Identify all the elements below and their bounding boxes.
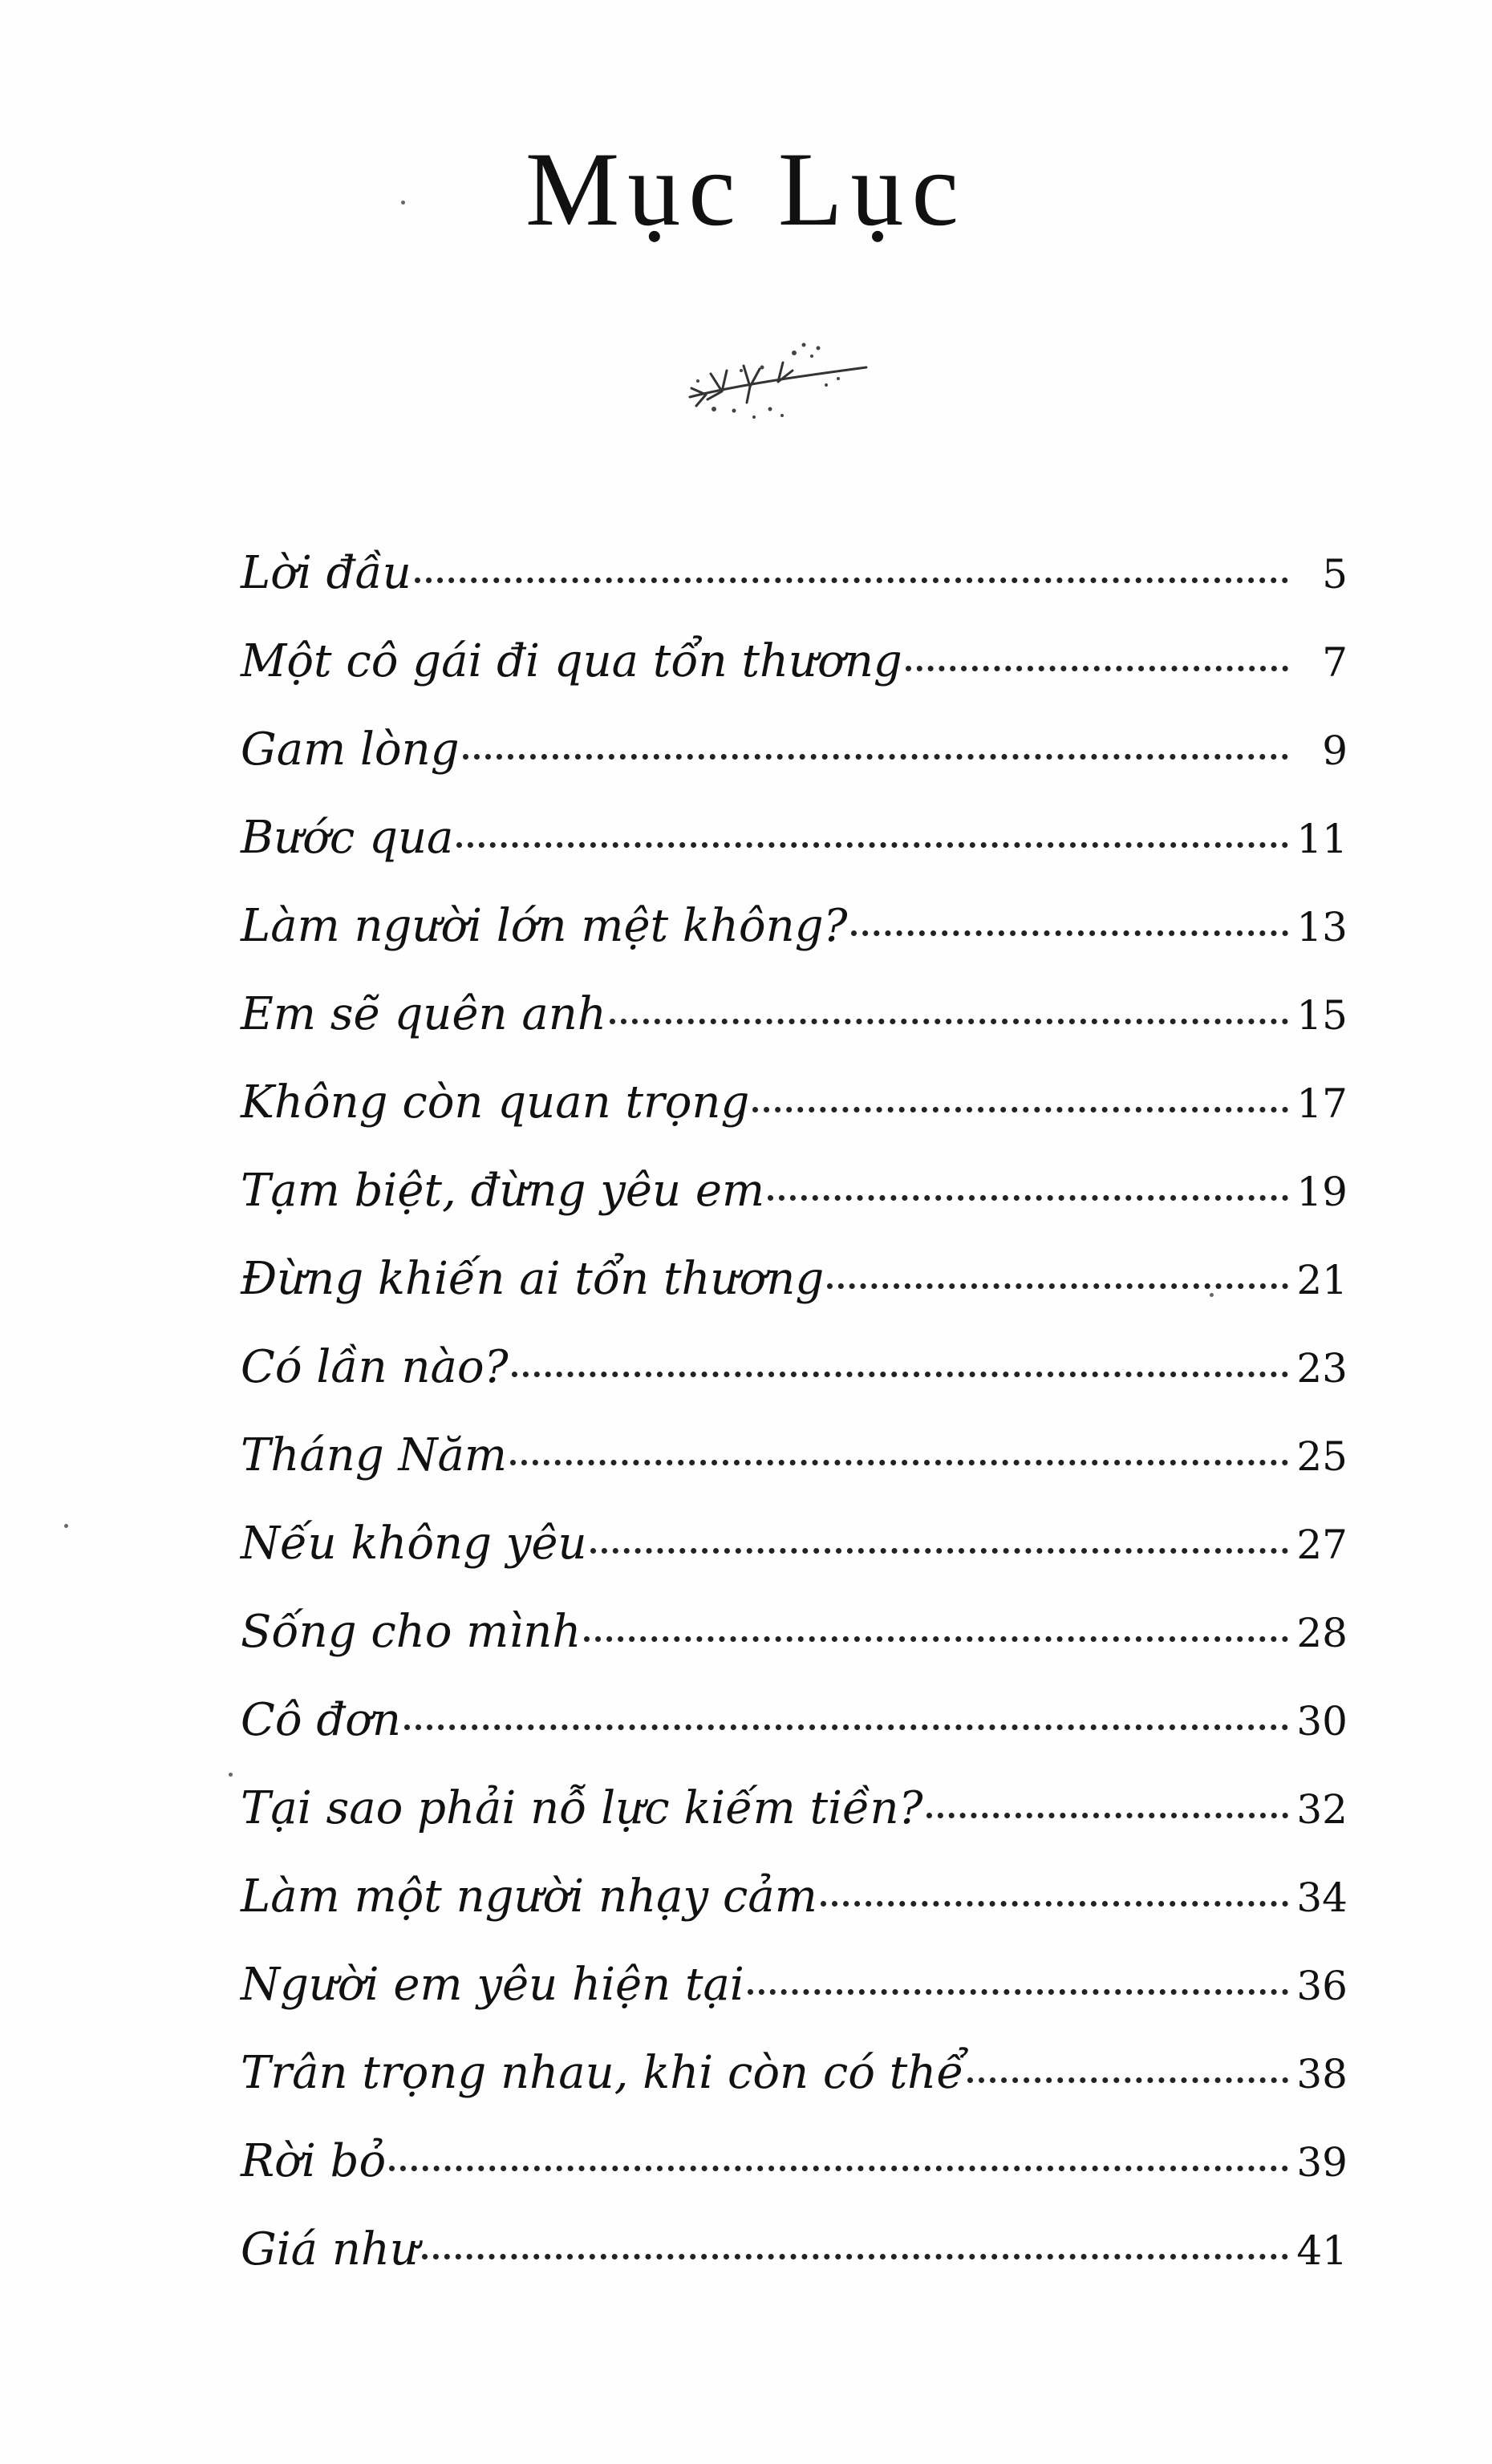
toc-entry-title: Tháng Năm	[241, 1429, 508, 1481]
toc-entry-page: 19	[1296, 1169, 1348, 1215]
toc-entry-title: Người em yêu hiện tại	[241, 1959, 744, 2011]
toc-entry-title: Đừng khiến ai tổn thương	[241, 1253, 825, 1305]
toc-entry[interactable]	[241, 882, 1348, 971]
paper-speck	[229, 1773, 233, 1777]
toc-entry-title: Gam lòng	[241, 723, 460, 776]
toc-entry-page: 36	[1296, 1963, 1348, 2009]
dot-leader	[422, 2254, 1288, 2259]
toc-entry[interactable]	[241, 971, 1348, 1059]
toc-entry-page: 25	[1296, 1433, 1348, 1480]
dot-leader	[821, 1901, 1288, 1907]
toc-entry-page: 5	[1322, 551, 1348, 598]
toc-entry-title: Trân trọng nhau, khi còn có thể	[241, 2047, 964, 2099]
dot-leader	[456, 842, 1288, 848]
toc-entry[interactable]	[241, 1235, 1348, 1323]
paper-speck	[1210, 1293, 1214, 1297]
dot-leader	[851, 930, 1288, 936]
toc-entry[interactable]	[241, 1676, 1348, 1765]
toc-entry-page: 38	[1296, 2051, 1348, 2097]
dot-leader	[510, 1460, 1288, 1465]
toc-entry[interactable]	[241, 1323, 1348, 1412]
toc-entry-page: 27	[1296, 1522, 1348, 1568]
dot-leader	[967, 2077, 1288, 2083]
dot-leader	[463, 754, 1288, 760]
dot-leader	[415, 578, 1288, 583]
page-title: Mục Lục	[525, 130, 967, 248]
toc-entry-title: Bước qua	[241, 812, 454, 864]
toc-entry-page: 9	[1322, 727, 1348, 774]
toc-entry-title: Tạm biệt, đừng yêu em	[241, 1165, 765, 1217]
toc-entry[interactable]	[241, 529, 1348, 618]
dot-leader	[389, 2166, 1288, 2171]
toc-entry-title: Tại sao phải nỗ lực kiếm tiền?	[241, 1782, 923, 1834]
dot-leader	[752, 1107, 1288, 1112]
toc-entry-page: 34	[1296, 1874, 1348, 1921]
dot-leader	[584, 1636, 1288, 1642]
toc-entry[interactable]	[241, 618, 1348, 706]
toc-entry-title: Làm một người nhạy cảm	[241, 1870, 817, 1923]
dot-leader	[768, 1195, 1288, 1201]
toc-entry-title: Giá như	[241, 2223, 420, 2276]
toc-entry-title: Cô đơn	[241, 1694, 401, 1746]
toc-entry-page: 30	[1296, 1698, 1348, 1745]
toc-entry-page: 39	[1296, 2139, 1348, 2186]
toc-entry[interactable]	[241, 1588, 1348, 1676]
toc-entry-title: Có lần nào?	[241, 1341, 509, 1393]
dot-leader	[748, 1989, 1288, 1995]
dot-leader	[404, 1724, 1288, 1730]
toc-entry-title: Em sẽ quên anh	[241, 988, 606, 1040]
toc-entry[interactable]	[241, 1500, 1348, 1588]
toc-entry[interactable]	[241, 706, 1348, 794]
toc-entry-page: 32	[1296, 1786, 1348, 1833]
dot-leader	[512, 1372, 1288, 1377]
toc-entry-title: Không còn quan trọng	[241, 1076, 750, 1129]
toc-entry-page: 41	[1296, 2227, 1348, 2274]
dot-leader	[906, 666, 1288, 671]
toc-entry-page: 7	[1322, 639, 1348, 686]
toc-entry-title: Sống cho mình	[241, 1606, 582, 1658]
table-of-contents	[241, 529, 1348, 2294]
toc-entry-page: 21	[1296, 1257, 1348, 1303]
toc-entry-page: 23	[1296, 1345, 1348, 1392]
toc-entry-page: 11	[1296, 816, 1348, 862]
toc-entry-title: Rời bỏ	[241, 2135, 387, 2187]
toc-entry-page: 28	[1296, 1610, 1348, 1656]
paper-speck	[64, 1524, 68, 1528]
toc-entry-title: Một cô gái đi qua tổn thương	[241, 635, 902, 687]
toc-entry[interactable]	[241, 1941, 1348, 2029]
toc-entry-page: 17	[1296, 1080, 1348, 1127]
toc-entry[interactable]	[241, 2206, 1348, 2294]
toc-entry-page: 13	[1296, 904, 1348, 950]
toc-entry[interactable]	[241, 1412, 1348, 1500]
dot-leader	[926, 1813, 1288, 1818]
toc-entry[interactable]	[241, 1765, 1348, 1853]
toc-entry-title: Làm người lớn mệt không?	[241, 900, 848, 952]
toc-entry[interactable]	[241, 794, 1348, 882]
toc-entry-page: 15	[1296, 992, 1348, 1039]
dot-leader	[610, 1019, 1288, 1024]
paper-speck	[401, 201, 405, 205]
toc-entry-title: Nếu không yêu	[241, 1518, 587, 1570]
dot-leader	[827, 1283, 1288, 1289]
toc-entry[interactable]	[241, 1853, 1348, 1941]
toc-entry[interactable]	[241, 2118, 1348, 2206]
leaf-sprig-icon	[674, 321, 874, 441]
toc-entry[interactable]	[241, 1059, 1348, 1147]
toc-entry[interactable]	[241, 2029, 1348, 2118]
toc-entry[interactable]	[241, 1147, 1348, 1235]
dot-leader	[590, 1548, 1288, 1554]
toc-entry-title: Lời đầu	[241, 547, 412, 599]
